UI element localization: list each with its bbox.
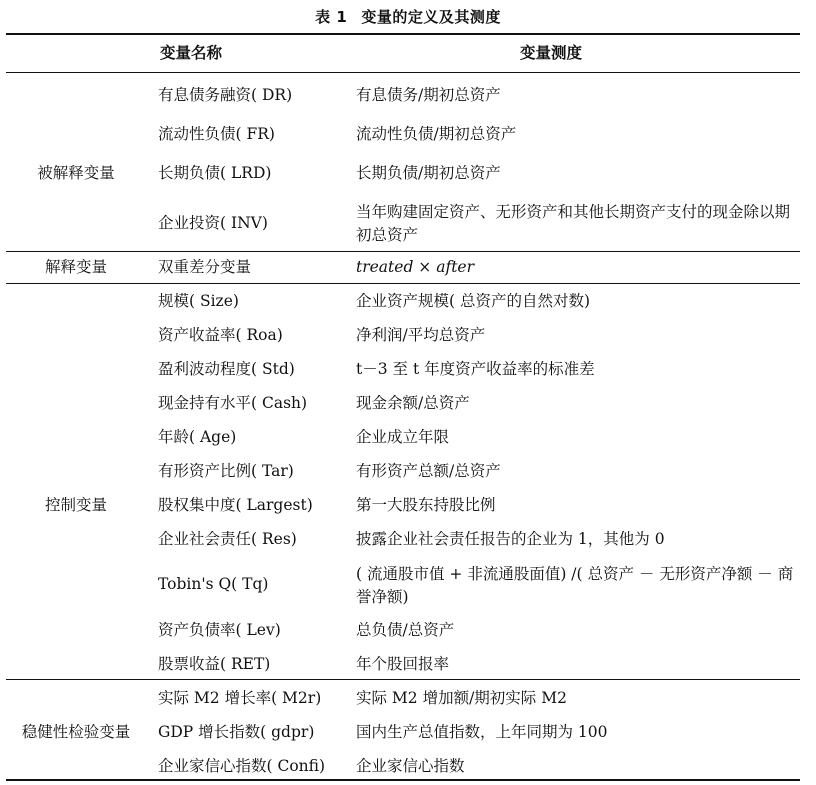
row-def-largest: 第一大股东持股比例 (356, 496, 496, 514)
row-def-tar: 有形资产总额/总资产 (356, 462, 501, 480)
row-def-lrd: 长期负债/期初总资产 (356, 164, 501, 182)
group-rule-2 (6, 283, 800, 284)
row-def-m2r: 实际 M2 增加额/期初实际 M2 (356, 689, 567, 707)
row-def-ret: 年个股回报率 (356, 655, 450, 673)
row-var-roa: 资产收益率( Roa) (158, 326, 283, 344)
row-var-gdpr: GDP 增长指数( gdpr) (158, 723, 315, 741)
row-def-cash: 现金余额/总资产 (356, 394, 470, 412)
row-var-std: 盈利波动程度( Std) (158, 360, 295, 378)
header-variable-name: 变量名称 (160, 44, 223, 62)
row-var-inv: 企业投资( INV) (158, 214, 268, 232)
bottom-rule (6, 779, 800, 781)
row-def-confi: 企业家信心指数 (356, 757, 465, 775)
row-var-tq: Tobin's Q( Tq) (158, 575, 269, 593)
group-rule-3 (6, 679, 800, 680)
row-var-ret: 股票收益( RET) (158, 655, 271, 673)
table-caption (0, 6, 816, 27)
row-def-std: t－3 至 t 年度资产收益率的标准差 (356, 360, 595, 378)
row-def-lev: 总负债/总资产 (356, 621, 455, 639)
group-robustness: 稳健性检验变量 (21, 723, 131, 741)
header-variable-measure: 变量测度 (520, 44, 583, 62)
row-var-res: 企业社会责任( Res) (158, 530, 297, 548)
row-def-age: 企业成立年限 (356, 428, 450, 446)
row-var-dr: 有息债务融资( DR) (158, 86, 293, 104)
row-def-did: treated × after (356, 258, 475, 276)
row-def-res: 披露企业社会责任报告的企业为 1，其他为 0 (356, 530, 665, 548)
row-def-size: 企业资产规模( 总资产的自然对数) (356, 292, 591, 310)
row-var-fr: 流动性负债( FR) (158, 125, 275, 143)
group-rule-1 (6, 251, 800, 252)
group-control: 控制变量 (44, 496, 107, 514)
row-def-fr: 流动性负债/期初总资产 (356, 125, 517, 143)
row-def-inv: 当年购建固定资产、无形资产和其他长期资产支付的现金除以期初总资产 (356, 203, 791, 244)
table-number: 表 1 (315, 8, 348, 26)
row-var-did: 双重差分变量 (158, 258, 252, 276)
row-def-dr: 有息债务/期初总资产 (356, 86, 501, 104)
row-var-age: 年龄( Age) (158, 428, 237, 446)
row-var-tar: 有形资产比例( Tar) (158, 462, 294, 480)
group-dependent: 被解释变量 (37, 164, 115, 182)
table-title: 变量的定义及其测度 (361, 8, 501, 26)
header-rule (6, 72, 800, 73)
top-rule (6, 33, 800, 35)
row-var-confi: 企业家信心指数( Confi) (158, 757, 326, 775)
row-var-cash: 现金持有水平( Cash) (158, 394, 308, 412)
group-explanatory: 解释变量 (44, 258, 107, 276)
row-var-lrd: 长期负债( LRD) (158, 164, 272, 182)
row-def-roa: 净利润/平均总资产 (356, 326, 486, 344)
row-def-gdpr: 国内生产总值指数，上年同期为 100 (356, 723, 608, 741)
row-def-tq: ( 流通股市值 + 非流通股面值) /( 总资产 － 无形资产净额 － 商誉净额) (356, 565, 794, 606)
row-var-largest: 股权集中度( Largest) (158, 496, 313, 514)
row-var-m2r: 实际 M2 增长率( M2r) (158, 689, 322, 707)
row-var-size: 规模( Size) (158, 292, 239, 310)
row-var-lev: 资产负债率( Lev) (158, 621, 281, 639)
